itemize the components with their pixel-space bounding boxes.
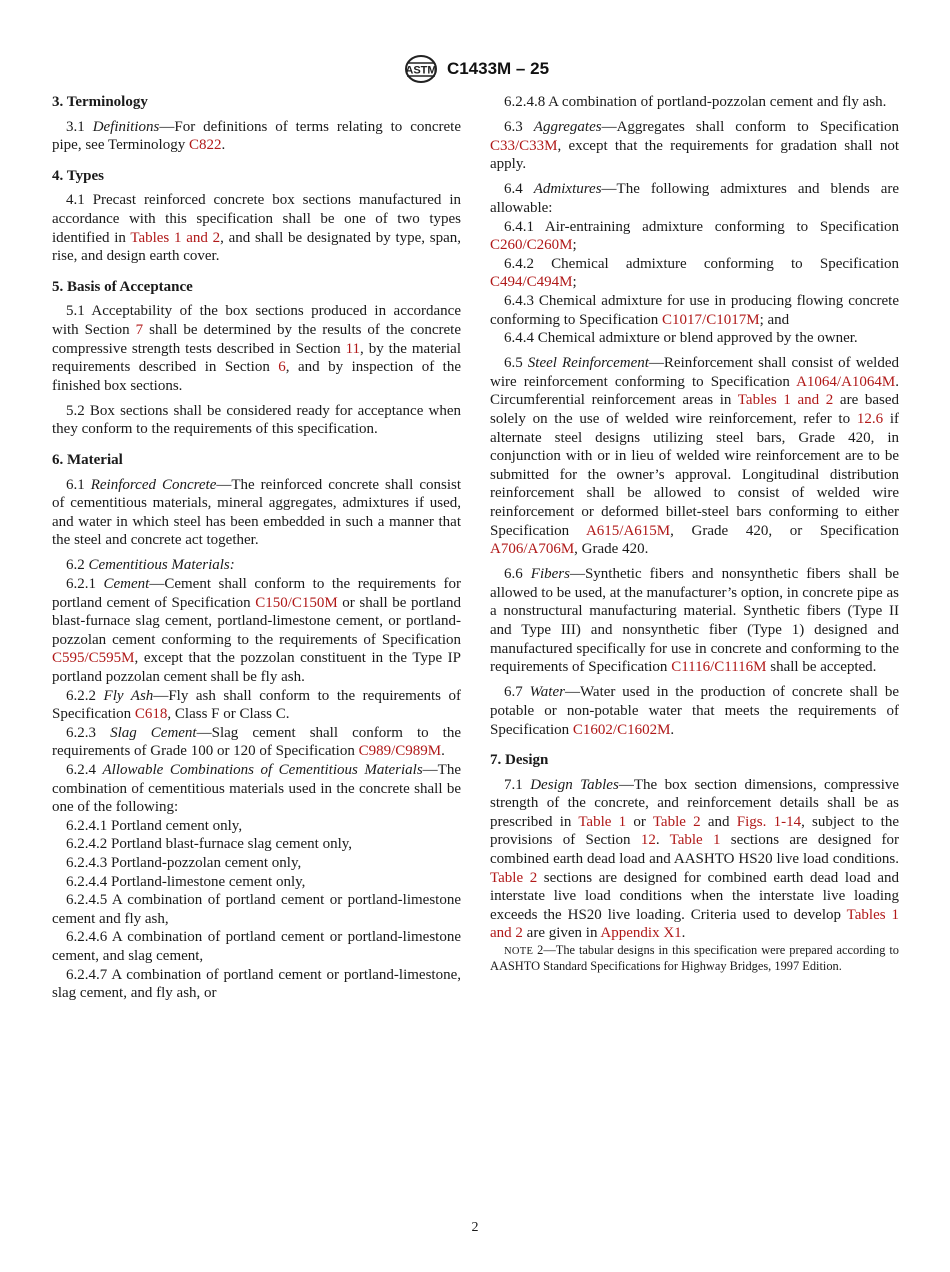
link-table-1[interactable]: Table 1 [669,832,721,849]
section-4-heading: 4. Types [52,167,104,184]
section-3-heading: 3. Terminology [52,94,148,110]
link-table-1[interactable]: Table 1 [578,813,627,830]
link-a615[interactable]: A615/A615M [585,522,671,539]
para-5-2: 5.2 Box sections shall be considered ready for acceptance when they conform to the requirements of this specification. [52,402,461,438]
list-item: 6.2.4.8 A combination of portland-pozzolan cement and fly ash. [504,94,887,110]
para-6-2-4: 6.2.4 Allowable Combinations of Cementitious Materials—The combination of cementitious materials used in the concrete shall be one of the following: [52,762,461,816]
note-2: NOTE 2—The tabular designs in this specification were prepared according to AASHTO Standard Specifications for Highway Bridges, 1997 Edition. [490,943,899,974]
list-item: 6.2.4.6 A combination of portland cement or portland-limestone cement, and slag cement, [52,929,461,964]
link-c494[interactable]: C494/C494M [490,274,573,291]
link-section-7[interactable]: 7 [135,321,144,338]
section-5-heading: 5. Basis of Acceptance [52,278,193,295]
link-section-11[interactable]: 11 [345,340,361,357]
link-section-6[interactable]: 6 [278,359,286,376]
list-item: 6.2.4.7 A combination of portland cement or portland-limestone, slag cement, and fly ash, or [52,966,461,1002]
link-tables-1-2[interactable]: Tables 1 and 2 [490,906,899,942]
list-item: 6.2.4.5 A combination of portland cement or portland-limestone cement and fly ash, [52,892,461,927]
link-c1116[interactable]: C1116/C1116M [671,659,767,676]
para-6-4-4: 6.4.4 Chemical admixture or blend approved by the owner. [504,330,858,347]
para-3-1: 3.1 Definitions—For definitions of terms relating to concrete pipe, see Terminology C822. [52,118,462,154]
list-item: 6.2.4.3 Portland-pozzolan cement only, [66,854,302,871]
page-header [0,54,950,84]
para-6-4: 6.4 Admixtures—The following admixtures and blends are allowable: [490,181,900,216]
link-c822[interactable]: C822 [188,137,222,154]
para-6-3: 6.3 Aggregates—Aggregates shall conform to Specification C33/C33M, except that the requirements for gradation shall not apply. [490,119,899,173]
para-6-2: 6.2 Cementitious Materials: [66,557,235,574]
section-7-heading: 7. Design [490,752,549,769]
para-6-7: 6.7 Water—Water used in the production of concrete shall be potable or non-potable water that meets the requirements of Specification C1602/C1602M. [490,684,900,738]
link-c150[interactable]: C150/C150M [255,594,338,611]
list-item: 6.2.4.2 Portland blast-furnace slag cement only, [66,836,353,853]
para-6-6: 6.6 Fibers—Synthetic fibers and nonsynthetic fibers shall be allowed to be used, at the manufacturer’s option, in concrete pipe as a nonstructural manufacturing material. Synthetic fibers (Type II and Type III) and nonsynthetic fiber (Type 1) designed and manufactured specifically for use in concrete and conforming to the requirements of Specification C1116/C1116M shall be accepted. [490,566,899,676]
link-c618[interactable]: C618 [134,706,168,723]
designation: C1433M – 25 [446,59,550,78]
link-section-12[interactable]: 12 [640,832,656,849]
section-6-heading: 6. Material [52,452,123,468]
para-4-1: 4.1 Precast reinforced concrete box sections manufactured in accordance with this specification shall be one of two types identified in Tables 1 and 2, and shall be designated by type, span, rise, and design earth cover. [52,192,461,265]
link-c989[interactable]: C989/C989M [358,743,442,760]
para-6-4-2: 6.4.2 Chemical admixture conforming to Specification C494/C494M; [490,255,899,291]
link-table-2[interactable]: Table 2 [652,813,701,830]
left-column [52,93,461,1003]
link-tables-1-2[interactable]: Tables 1 and 2 [130,229,221,246]
list-item: 6.2.4.4 Portland-limestone cement only, [66,873,306,890]
link-c33[interactable]: C33/C33M [490,137,558,154]
link-tables-1-2[interactable]: Tables 1 and 2 [737,392,834,409]
page-number: 2 [471,1220,479,1235]
link-c595[interactable]: C595/C595M [52,650,135,667]
para-6-2-2: 6.2.2 Fly Ash—Fly ash shall conform to the requirements of Specification C618, Class F or Class C. [52,687,462,723]
para-7-1: 7.1 Design Tables—The box section dimensions, compressive strength of the concrete, and reinforcement details shall be as prescribed in Table 1 or Table 2 and Figs. 1-14, subject to the provisions of Section 12. Table 1 sections are designed for combined earth dead load and AASHTO HS20 live load conditions. Table 2 sections are designed for combined earth dead load and interstate live load conditions when the interstate live loading exceeds the HS20 live loading. Criteria used to develop Tables 1 and 2 are given in Appendix X1. [490,776,900,942]
link-12-6[interactable]: 12.6 [856,411,884,427]
para-6-2-1: 6.2.1 Cement—Cement shall conform to the requirements for portland cement of Specification C150/C150M or shall be portland blast-furnace slag cement, portland-limestone cement, or portland-pozzolan cement conforming to the requirements of Specification C595/C595M, except that the pozzolan constituent in the Type IP portland pozzolan cement shall be fly ash. [52,576,461,686]
para-6-1: 6.1 Reinforced Concrete—The reinforced concrete shall consist of cementitious materials, mineral aggregates, admixtures if used, and water in which steel has been embedded in such a manner that the steel and concrete act together. [52,476,461,549]
para-6-5: 6.5 Steel Reinforcement—Reinforcement shall consist of welded wire reinforcement conforming to Specification A1064/A1064M. Circumferential reinforcement areas in Tables 1 and 2 are based solely on the use of welded wire reinforcement, refer to 12.6 if alternate steel designs utilizing steel bars, Grade 420, in conjunction with or in lieu of welded wire reinforcement are to be submitted for the owner’s approval. Longitudinal distribution reinforcement shall be allowed to consist of welded wire reinforcement or deformed billet-steel bars conforming to either Specification A615/A615M, Grade 420, or Specification A706/A706M, Grade 420. [490,355,900,558]
link-c1017[interactable]: C1017/C1017M [662,311,760,328]
para-6-4-1: 6.4.1 Air-entraining admixture conforming to Specification C260/C260M; [490,218,899,254]
link-c1602[interactable]: C1602/C1602M [572,721,671,738]
para-6-2-3: 6.2.3 Slag Cement—Slag cement shall conform to the requirements of Grade 100 or 120 of Specification C989/C989M. [52,724,461,760]
svg-text:ASTM: ASTM [405,64,437,77]
list-item: 6.2.4.1 Portland cement only, [66,817,243,834]
right-column [490,93,899,974]
para-5-1: 5.1 Acceptability of the box sections produced in accordance with Section 7 shall be determined by the results of the concrete compressive strength tests described in Section 11, by the material requirements described in Section 6, and by inspection of the finished box sections. [52,303,461,394]
link-a706[interactable]: A706/A706M [490,541,575,558]
para-6-4-3: 6.4.3 Chemical admixture for use in producing flowing concrete conforming to Specification C1017/C1017M; and [490,292,899,328]
link-figs-1-14[interactable]: Figs. 1-14 [736,813,802,830]
link-appendix-x1[interactable]: Appendix X1 [600,925,682,942]
astm-logo-icon [401,54,441,84]
link-c260[interactable]: C260/C260M [490,237,573,254]
link-a1064[interactable]: A1064/A1064M [796,373,896,390]
link-table-2[interactable]: Table 2 [490,869,538,886]
